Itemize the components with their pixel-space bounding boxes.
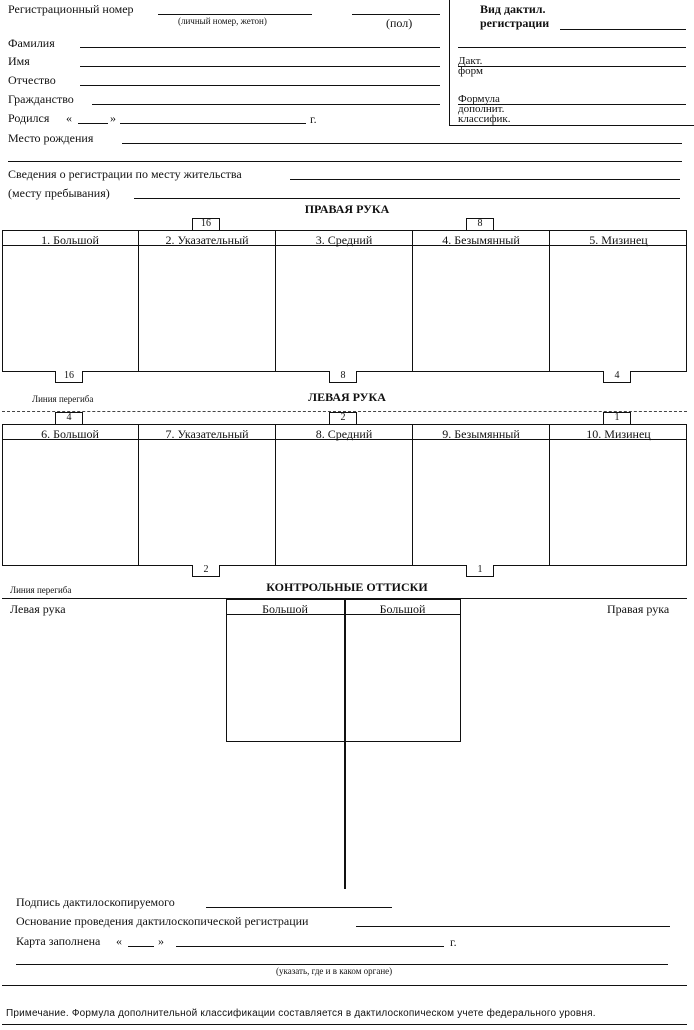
surname-label: Фамилия (8, 36, 55, 50)
right-divider-2 (275, 230, 276, 372)
surname-field[interactable] (80, 47, 440, 48)
left-hand-title: ЛЕВАЯ РУКА (308, 390, 386, 404)
filled-where-sublabel: (указать, где и в каком органе) (276, 966, 393, 976)
control-right-hand-label: Правая рука (607, 602, 670, 616)
right-hand-title: ПРАВАЯ РУКА (304, 202, 390, 216)
reg-type-label-2: регистрации (480, 16, 550, 30)
print-area-right-little[interactable] (552, 247, 685, 370)
basis-label: Основание проведения дактилоскопической регистрации (16, 914, 309, 928)
formula-label-2: дополнит. (458, 103, 505, 115)
side-panel-line-1 (458, 47, 686, 48)
side-panel-border (449, 0, 450, 125)
dakt-form-field[interactable] (458, 66, 686, 67)
finger-label-left-ring: 9. Безымянный (442, 427, 520, 441)
finger-label-right-index: 2. Указательный (165, 233, 249, 247)
finger-label-left-little: 10. Мизинец (586, 427, 651, 441)
left-tab-bottom-2: 2 (192, 565, 220, 577)
finger-label-right-ring: 4. Безымянный (442, 233, 520, 247)
footnote: Примечание. Формула дополнительной классификации составляется в дактилоскопическом учете федерального уровня. (6, 1008, 596, 1019)
name-field[interactable] (80, 66, 440, 67)
left-divider-1 (138, 424, 139, 566)
birthplace-label: Место рождения (8, 131, 94, 145)
left-tab-top-1: 1 (603, 412, 631, 424)
finger-label-right-little: 5. Мизинец (589, 233, 648, 247)
filled-year-suffix: г. (450, 935, 457, 949)
dakt-form-label-1: Дакт. (458, 55, 483, 67)
print-area-left-ring[interactable] (415, 441, 548, 564)
side-panel-bottom (449, 125, 694, 126)
right-tab-top-16: 16 (192, 218, 220, 230)
footer-bottom-line (2, 1024, 687, 1025)
left-tab-top-2: 2 (329, 412, 357, 424)
birthplace-field[interactable] (122, 143, 682, 144)
fold-line-label-1: Линия перегиба (32, 394, 94, 404)
control-left-hand-label: Левая рука (10, 602, 66, 616)
print-area-left-middle[interactable] (278, 441, 411, 564)
sex-label: (пол) (386, 16, 413, 30)
residence-field[interactable] (290, 179, 680, 180)
stay-label: (месту пребывания) (8, 186, 110, 200)
finger-label-right-middle: 3. Средний (315, 233, 373, 247)
right-divider-3 (412, 230, 413, 372)
signature-field[interactable] (206, 907, 392, 908)
born-month-field[interactable] (120, 123, 306, 124)
finger-label-left-index: 7. Указательный (165, 427, 249, 441)
born-year-suffix: г. (310, 112, 317, 126)
patronymic-field[interactable] (80, 85, 440, 86)
print-area-left-little[interactable] (552, 441, 685, 564)
basis-field[interactable] (356, 926, 670, 927)
born-quote-open: « (66, 111, 72, 125)
left-divider-2 (275, 424, 276, 566)
right-tab-top-8: 8 (466, 218, 494, 230)
birthplace-field-2[interactable] (8, 161, 682, 162)
filled-quote-open: « (116, 934, 122, 948)
citizenship-label: Гражданство (8, 92, 74, 106)
reg-type-field[interactable] (560, 29, 686, 30)
right-tab-bottom-16: 16 (55, 371, 83, 383)
control-thumb-right-label: Большой (379, 602, 426, 616)
finger-label-right-thumb: 1. Большой (41, 233, 99, 247)
filled-month-field[interactable] (176, 946, 444, 947)
filled-quote-close: » (158, 934, 164, 948)
reg-number-field[interactable] (158, 14, 312, 15)
print-area-right-index[interactable] (141, 247, 274, 370)
right-tab-bottom-8: 8 (329, 371, 357, 383)
print-area-right-middle[interactable] (278, 247, 411, 370)
print-area-left-thumb[interactable] (4, 441, 137, 564)
control-prints-title: КОНТРОЛЬНЫЕ ОТТИСКИ (266, 580, 428, 594)
filled-day-field[interactable] (128, 946, 154, 947)
right-divider-1 (138, 230, 139, 372)
reg-number-sublabel: (личный номер, жетон) (178, 16, 267, 26)
formula-label-3: классифик. (458, 113, 511, 125)
filled-label: Карта заполнена (16, 934, 101, 948)
left-tab-bottom-1: 1 (466, 565, 494, 577)
citizenship-field[interactable] (92, 104, 440, 105)
patronymic-label: Отчество (8, 73, 56, 87)
born-day-field[interactable] (78, 123, 108, 124)
name-label: Имя (8, 54, 30, 68)
control-print-area-right[interactable] (347, 616, 687, 886)
signature-label: Подпись дактилоскопируемого (16, 895, 175, 909)
control-center-divider (344, 599, 346, 889)
dakt-form-label-2: форм (458, 65, 483, 77)
right-tab-bottom-4: 4 (603, 371, 631, 383)
fold-line-label-2: Линия перегиба (10, 585, 72, 595)
finger-label-left-middle: 8. Средний (315, 427, 373, 441)
print-area-right-thumb[interactable] (4, 247, 137, 370)
print-area-right-ring[interactable] (415, 247, 548, 370)
sex-field[interactable] (352, 14, 440, 15)
stay-field[interactable] (134, 198, 680, 199)
finger-label-left-thumb: 6. Большой (41, 427, 99, 441)
born-label: Родился (8, 111, 50, 125)
print-area-left-index[interactable] (141, 441, 274, 564)
reg-number-label: Регистрационный номер (8, 2, 134, 16)
control-print-area-left[interactable] (2, 616, 342, 886)
right-divider-4 (549, 230, 550, 372)
control-thumb-left-label: Большой (262, 602, 308, 616)
residence-label: Сведения о регистрации по месту жительства (8, 167, 242, 181)
filled-where-field[interactable] (16, 964, 668, 965)
left-divider-3 (412, 424, 413, 566)
left-divider-4 (549, 424, 550, 566)
left-tab-top-4: 4 (55, 412, 83, 424)
born-quote-close: » (110, 111, 116, 125)
footer-separator (2, 985, 687, 986)
reg-type-label-1: Вид дактил. (480, 2, 546, 16)
formula-label-1: Формула (458, 93, 500, 105)
